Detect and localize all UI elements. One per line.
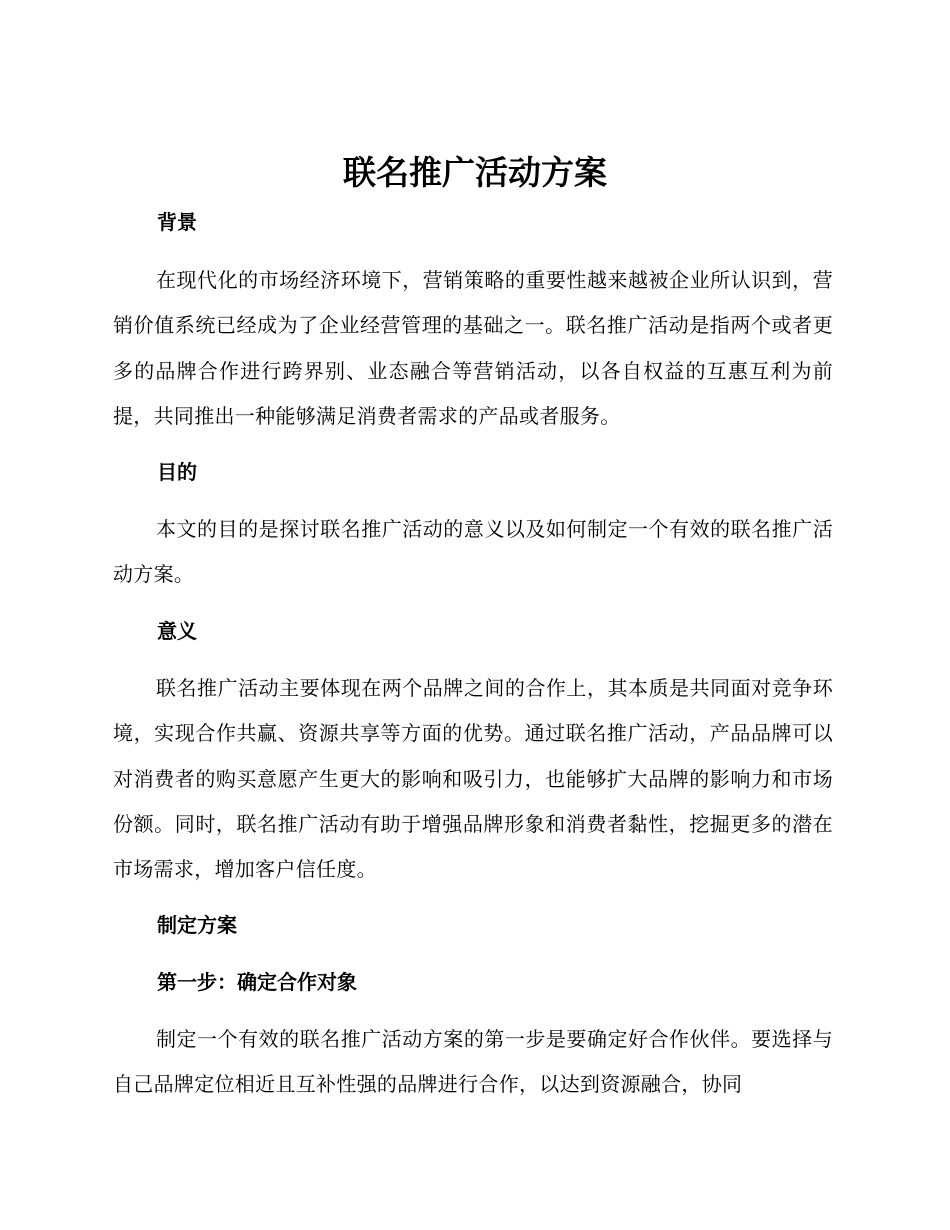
- subsection-heading-step1: 第一步：确定合作对象: [157, 970, 357, 994]
- section-heading-background: 背景: [157, 210, 197, 234]
- section-heading-significance: 意义: [157, 619, 197, 643]
- paragraph-background: 在现代化的市场经济环境下，营销策略的重要性越来越被企业所认识到，营销价值系统已经成为了企业经营管理的基础之一。联名推广活动是指两个或者更多的品牌合作进行跨界别、业态融合等营销活动，以各自权益的互惠互利为前提，共同推出一种能够满足消费者需求的产品或者服务。: [113, 268, 833, 428]
- page-title: 联名推广活动方案: [343, 153, 607, 192]
- paragraph-step1: 制定一个有效的联名推广活动方案的第一步是要确定好合作伙伴。要选择与自己品牌定位相近且互补性强的品牌进行合作，以达到资源融合，协同: [113, 1027, 833, 1097]
- paragraph-significance: 联名推广活动主要体现在两个品牌之间的合作上，其本质是共同面对竞争环境，实现合作共赢、资源共享等方面的优势。通过联名推广活动，产品品牌可以对消费者的购买意愿产生更大的影响和吸引力，也能够扩大品牌的影响力和市场份额。同时，联名推广活动有助于增强品牌形象和消费者黏性，挖掘更多的潜在市场需求，增加客户信任度。: [113, 676, 833, 882]
- paragraph-purpose: 本文的目的是探讨联名推广活动的意义以及如何制定一个有效的联名推广活动方案。: [113, 517, 833, 587]
- section-heading-purpose: 目的: [157, 460, 197, 484]
- section-heading-plan: 制定方案: [157, 913, 237, 937]
